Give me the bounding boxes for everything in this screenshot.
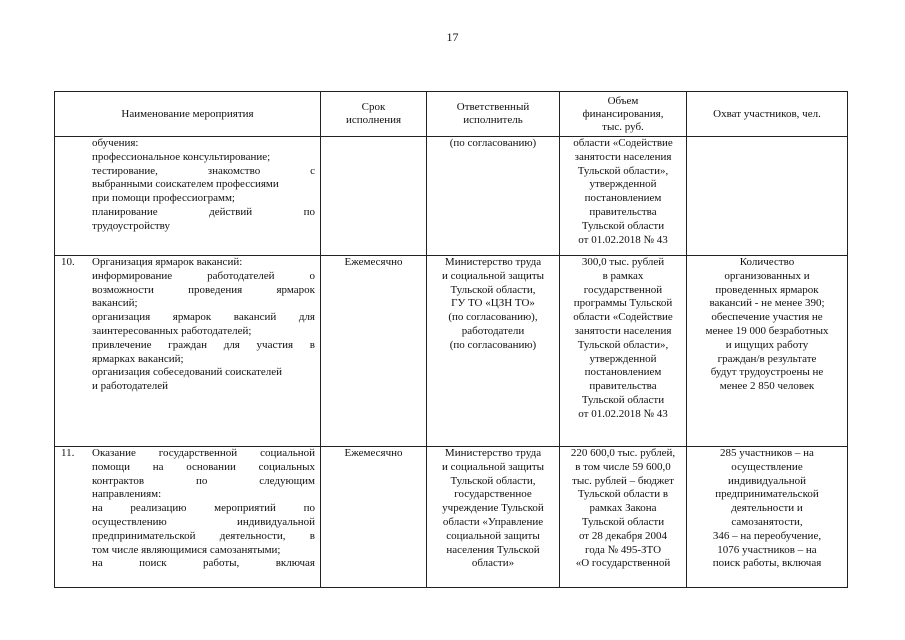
cell-financing-line: утвержденной — [589, 178, 657, 191]
cell-financing-line: «О государственной — [575, 557, 671, 570]
cell-coverage-line: менее 19 000 безработных — [705, 324, 829, 337]
cell-financing-line: утвержденной — [589, 352, 657, 365]
table-row — [55, 447, 848, 588]
row-number: 10. — [61, 256, 75, 268]
event-name-line: предпринимательской деятельности, в — [92, 529, 315, 542]
event-name-line: привлечение граждан для участия в — [92, 338, 315, 351]
cell-responsible — [427, 137, 560, 256]
cell-financing-line: от 28 декабря 2004 — [578, 529, 668, 542]
cell-responsible-line: и социальной защиты — [441, 460, 545, 473]
cell-responsible-line: (по согласованию), — [448, 311, 538, 324]
cell-financing-line: года № 495-ЗТО — [584, 543, 662, 556]
cell-coverage-line: проведенных ярмарок — [715, 283, 819, 296]
event-name-line: ярмарках вакансий; — [92, 352, 184, 365]
cell-responsible-line: работодатели — [461, 324, 525, 337]
event-name-line: Организация ярмарок вакансий: — [92, 256, 243, 268]
cell-financing-line: занятости населения — [574, 324, 672, 337]
event-name-line: организация ярмарок вакансий для — [92, 311, 315, 324]
cell-responsible-line: и социальной защиты — [441, 269, 545, 282]
cell-responsible-line: (по согласованию) — [449, 338, 537, 351]
cell-responsible-line: государственное — [454, 488, 532, 501]
event-name-line: контрактов по следующим — [92, 474, 315, 487]
cell-coverage-line: 285 участников – на — [720, 447, 814, 459]
cell-responsible-line: (по согласованию) — [449, 137, 537, 149]
cell-responsible-line: Тульской области, — [450, 474, 536, 487]
event-name-line: вакансий; — [92, 297, 138, 310]
cell-responsible — [427, 256, 560, 447]
event-name-line: заинтересованных работодателей; — [92, 324, 252, 337]
event-name-line: возможности проведения ярмарок — [92, 283, 315, 296]
cell-term — [321, 256, 427, 447]
cell-coverage — [687, 137, 848, 256]
row-number — [55, 137, 92, 234]
cell-coverage-line: будут трудоустроены не — [710, 366, 824, 379]
table-header-row — [55, 92, 848, 137]
event-name-line: Оказание государственной социальной — [92, 447, 315, 459]
cell-financing-line: постановлением — [584, 192, 662, 205]
cell-coverage-line: вакансий - не менее 390; — [709, 297, 825, 310]
cell-financing-line: области «Содействие — [573, 311, 673, 324]
cell-financing-line: Тульской области — [581, 515, 665, 528]
cell-financing — [560, 447, 687, 588]
cell-term — [321, 447, 427, 588]
cell-financing-line: от 01.02.2018 № 43 — [578, 233, 668, 246]
event-name-line: осуществлению индивидуальной — [92, 515, 315, 528]
event-name-line: на поиск работы, включая — [92, 557, 315, 570]
event-name-line: направлениям: — [92, 488, 162, 501]
cell-term — [321, 137, 427, 256]
cell-responsible-line: Министерство труда — [444, 447, 542, 459]
table-row — [55, 137, 848, 256]
row-number: 11. — [61, 447, 75, 459]
event-name-line: при помощи профессиограмм; — [92, 192, 235, 205]
cell-event-name — [55, 137, 321, 256]
cell-financing-line: постановлением — [584, 366, 662, 379]
cell-financing-line: Тульской области — [581, 393, 665, 406]
table-row — [55, 256, 848, 447]
cell-financing-line: Тульской области», — [577, 164, 669, 177]
cell-financing-line: Тульской области», — [577, 338, 669, 351]
event-name-line: и работодателей — [92, 380, 168, 393]
header-coverage: Охват участников, чел. — [687, 92, 848, 137]
cell-responsible-line: области «Управление — [442, 515, 544, 528]
cell-financing-line: Тульской области в — [577, 488, 669, 501]
cell-responsible-line: ГУ ТО «ЦЗН ТО» — [451, 297, 535, 310]
cell-financing-line: в том числе 59 600,0 — [575, 460, 671, 473]
cell-financing-line: Тульской области — [581, 219, 665, 232]
event-name-line: трудоустройству — [92, 219, 170, 232]
cell-term-line: Ежемесячно — [344, 256, 403, 268]
cell-coverage-line: деятельности и — [731, 502, 803, 515]
cell-responsible-line: населения Тульской — [446, 543, 540, 556]
cell-coverage-line: самозанятости, — [731, 515, 803, 528]
event-name-line: тестирование, знакомство с — [92, 164, 315, 177]
cell-coverage-line: обеспечение участия не — [711, 311, 823, 324]
event-name-line: помощи на основании социальных — [92, 460, 315, 473]
event-name-line: обучения: — [92, 137, 139, 149]
page-number: 17 — [446, 30, 459, 44]
cell-event-name — [55, 256, 321, 447]
cell-financing-line: правительства — [589, 205, 657, 218]
cell-coverage-line: менее 2 850 человек — [719, 380, 815, 393]
cell-term-line: Ежемесячно — [344, 447, 403, 459]
cell-responsible-line: области» — [471, 557, 515, 570]
event-name-line: профессиональное консультирование; — [92, 150, 271, 163]
cell-financing-line: от 01.02.2018 № 43 — [578, 407, 668, 420]
cell-financing-line: 300,0 тыс. рублей — [581, 256, 665, 268]
cell-coverage-line: индивидуальной — [727, 474, 807, 487]
cell-coverage-line: граждан/в результате — [717, 352, 817, 365]
cell-responsible — [427, 447, 560, 588]
header-financing: Объем финансирования, тыс. руб. — [560, 92, 687, 137]
event-name-line: выбранными соискателем профессиями — [92, 178, 279, 191]
header-responsible: Ответственный исполнитель — [427, 92, 560, 137]
cell-financing-line: государственной — [583, 283, 663, 296]
cell-financing-line: тыс. рублей – бюджет — [572, 474, 674, 487]
event-name-line: планирование действий по — [92, 205, 315, 218]
cell-responsible-line: учреждение Тульской — [442, 502, 544, 515]
cell-responsible-line: Министерство труда — [444, 256, 542, 268]
cell-financing-line: области «Содействие — [573, 137, 673, 149]
cell-coverage-line: поиск работы, включая — [712, 557, 822, 570]
cell-financing-line: 220 600,0 тыс. рублей, — [570, 447, 676, 459]
cell-responsible-line: социальной защиты — [446, 529, 540, 542]
cell-financing-line: правительства — [589, 380, 657, 393]
header-name: Наименование мероприятия — [55, 92, 321, 137]
cell-coverage — [687, 256, 848, 447]
cell-coverage-line: предпринимательской — [715, 488, 819, 501]
cell-responsible-line: Тульской области, — [450, 283, 536, 296]
cell-financing-line: занятости населения — [574, 150, 672, 163]
cell-financing — [560, 256, 687, 447]
event-name-line: на реализацию мероприятий по — [92, 502, 315, 515]
cell-coverage-line: 1076 участников – на — [717, 543, 817, 556]
events-table — [54, 91, 848, 588]
event-name-line: том числе являющимися самозанятыми; — [92, 543, 281, 556]
cell-coverage-line: и ищущих работу — [725, 338, 809, 351]
event-name-line: информирование работодателей о — [92, 269, 315, 282]
cell-financing-line: программы Тульской — [573, 297, 673, 310]
cell-coverage-line: осуществление — [731, 460, 803, 473]
header-term: Срок исполнения — [321, 92, 427, 137]
cell-financing — [560, 137, 687, 256]
cell-financing-line: рамках Закона — [589, 502, 657, 515]
cell-coverage-line: 346 – на переобучение, — [712, 529, 822, 542]
cell-coverage-line: Количество — [739, 256, 795, 268]
event-name-line: организация собеседований соискателей — [92, 366, 283, 379]
cell-financing-line: в рамках — [602, 269, 644, 282]
cell-coverage-line: организованных и — [724, 269, 810, 282]
cell-event-name — [55, 447, 321, 588]
cell-coverage — [687, 447, 848, 588]
